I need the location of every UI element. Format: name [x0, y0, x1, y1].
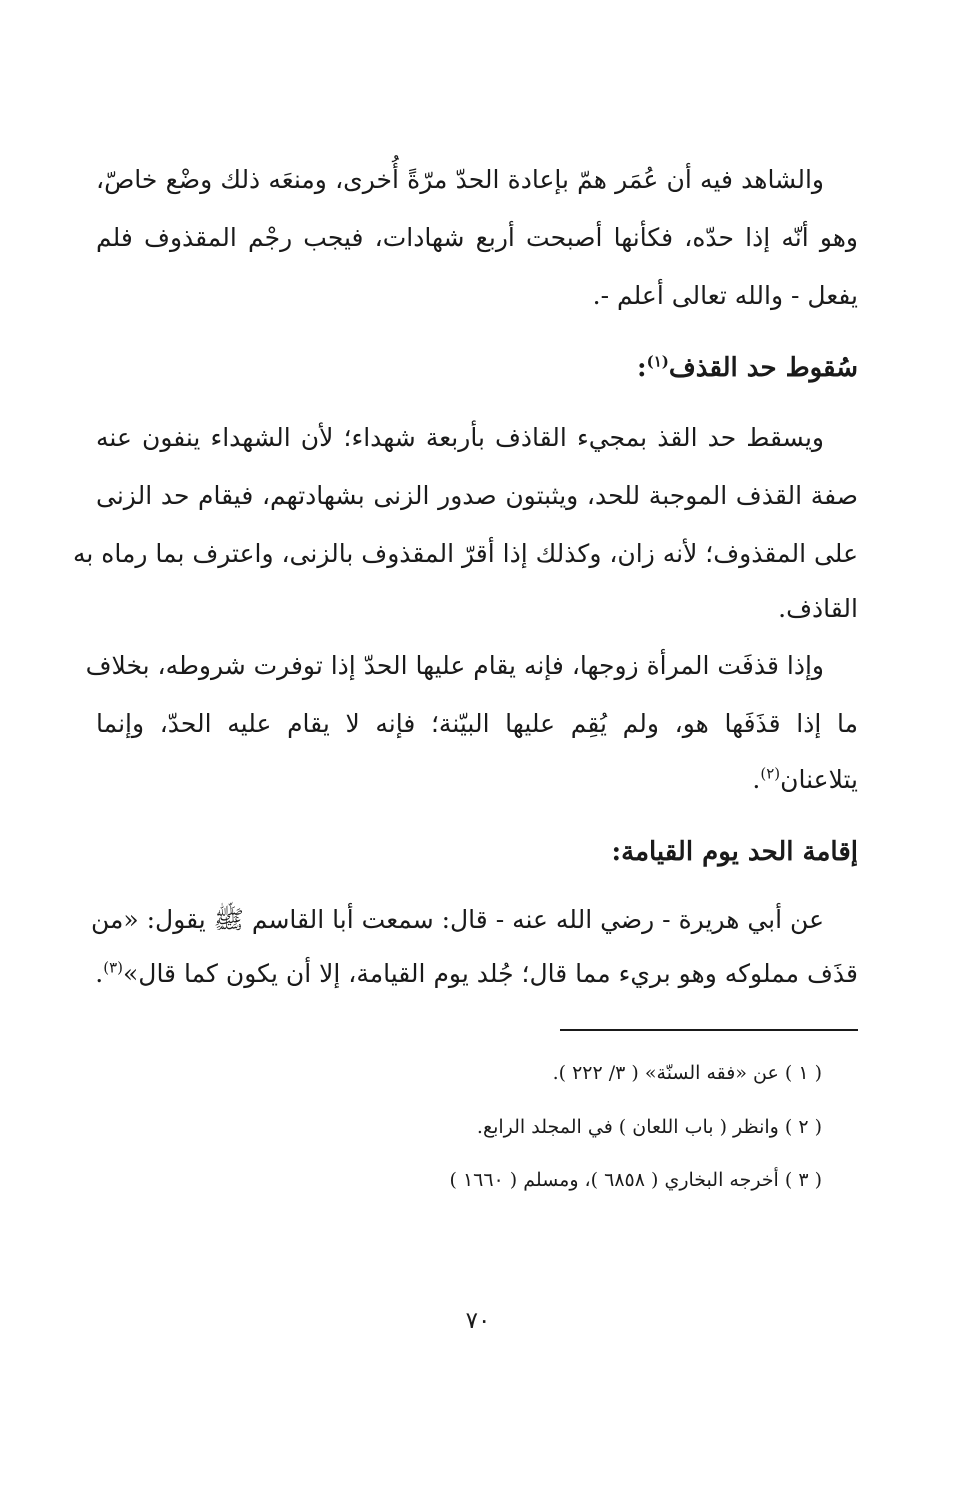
paragraph-1-line-3: يفعل - والله تعالى أعلم -.	[592, 281, 858, 310]
paragraph-4-line-2-text: قذَف مملوكه وهو بريء مما قال؛ جُلد يوم القيامة، إلا أن يكون كما قال»	[122, 959, 858, 988]
paragraph-3-line-3-text: يتلاعنان	[780, 765, 858, 794]
paragraph-3-line-3	[96, 760, 858, 800]
paragraph-3-end-mark: .	[752, 765, 761, 794]
footnote-separator	[560, 1029, 858, 1031]
paragraph-1-line-2: وهو أنّه إذا حدّه، فكأنها أصبحت أربع شهادات، فيجب رجْم المقذوف فلم	[96, 223, 858, 252]
page-number: ٧٠	[465, 1308, 491, 1334]
footnote-ref-3: (٣)	[103, 958, 123, 977]
footnote-ref-2: (٢)	[760, 764, 781, 783]
footnote-ref-1: (١)	[646, 352, 669, 371]
paragraph-4-end-mark: .	[95, 959, 104, 988]
paragraph-2-line-2: صفة القذف الموجبة للحد، ويثبتون صدور الزنى بشهادتهم، فيقام حد الزنى	[96, 481, 858, 510]
heading-colon: :	[636, 353, 647, 383]
paragraph-4-line-2	[96, 954, 858, 994]
paragraph-2-line-4: القاذف.	[778, 594, 858, 623]
footnote-3: ( ٣ ) أخرجه البخاري ( ٦٨٥٨ )، ومسلم ( ١٦٦٠ )	[449, 1169, 822, 1191]
paragraph-1-line-1: والشاهد فيه أن عُمَر همّ بإعادة الحدّ مرّةً أُخرى، ومنعَه ذلك وضْع خاصّ،	[96, 165, 824, 194]
footnote-1: ( ١ ) عن «فقه السنّة» ( ٣/ ٢٢٢ ).	[552, 1062, 822, 1084]
section-heading-qiyamah: إقامة الحد يوم القيامة:	[611, 837, 858, 867]
paragraph-4-line-1: عن أبي هريرة - رضي الله عنه - قال: سمعت أبا القاسم ﷺ يقول: «من	[90, 905, 824, 934]
paragraph-2-line-1: ويسقط حد القذ بمجيء القاذف بأربعة شهداء؛ لأن الشهداء ينفون عنه	[96, 423, 824, 452]
paragraph-3-line-1: وإذا قذفَت المرأة زوجها، فإنه يقام عليها الحدّ إذا توفرت شروطه، بخلاف	[85, 651, 824, 680]
section-heading-qadhf	[637, 348, 858, 388]
paragraph-2-line-3: على المقذوف؛ لأنه زان، وكذلك إذا أقرّ المقذوف بالزنى، واعترف بما رماه به	[72, 539, 858, 568]
section-heading-text: سُقوط حد القذف	[668, 353, 858, 383]
paragraph-3-line-2: ما إذا قذَفَها هو، ولم يُقِم عليها البيّنة؛ فإنه لا يقام عليه الحدّ، وإنما	[96, 709, 858, 738]
footnote-2: ( ٢ ) وانظر ( باب اللعان ) في المجلد الرابع.	[476, 1116, 822, 1138]
